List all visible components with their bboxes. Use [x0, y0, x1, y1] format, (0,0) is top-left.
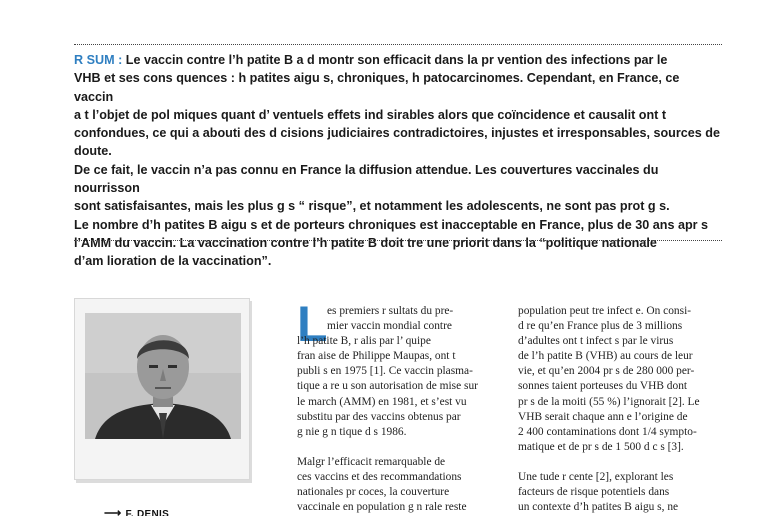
text-line: publi s en 1975 [1]. Ce vaccin plasma-: [297, 365, 473, 378]
text-line: facteurs de risque potentiels dans: [518, 486, 670, 499]
text-line: matique et de pr s de 1 500 d c s [3].: [518, 440, 684, 453]
text-line: Malgr l’efficacit remarquable de: [297, 455, 446, 468]
text-line: l’h patite B, r alis par l’ quipe: [297, 335, 431, 348]
author-portrait-image: [85, 313, 241, 439]
text-line: de l’h patite B (VHB) au cours de leur: [518, 350, 693, 363]
paragraph: [518, 304, 722, 455]
text-line: d re qu’en France plus de 3 millions: [518, 320, 683, 333]
text-line: vaccinale en population g n rale reste: [297, 501, 467, 514]
abstract-line: doute.: [74, 144, 112, 159]
text-line: mier vaccin mondial contre: [327, 320, 452, 333]
text-line: Une tude r cente [2], explorant les: [518, 470, 674, 483]
text-line: es premiers r sultats du pre-: [327, 305, 454, 317]
text-line: fran aise de Philippe Maupas, ont t: [297, 350, 456, 363]
abstract-top-rule: [74, 44, 722, 45]
author-photo-frame: [74, 298, 250, 480]
abstract-keyword: R SUM :: [74, 53, 123, 67]
abstract-line: confondues, ce qui a abouti des d cisions judiciaires contradictoires, injustes et irresponsables, sources de: [74, 126, 720, 141]
abstract-bottom-rule: [74, 240, 722, 241]
abstract-line: a t l’objet de pol miques quant d’ ventuels effets ind sirables alors que coïncidence et causalit ont t: [74, 107, 667, 122]
paragraph: [297, 296, 501, 440]
text-line: g nie g n tique d s 1986.: [297, 425, 407, 438]
text-line: pr s de la moiti (55 %) l’ignorait [2]. Le: [518, 395, 700, 408]
abstract-line: De ce fait, le vaccin n’a pas connu en France la diffusion attendue. Les couvertures vaccinales du nourrisson: [74, 162, 659, 196]
paragraph: [297, 455, 501, 515]
text-line: ces vaccins et des recommandations: [297, 470, 462, 483]
abstract-line: Le nombre d’h patites B aigu s et de porteurs chroniques est inacceptable en France, plus de 30 ans apr s: [74, 217, 709, 232]
text-line: 2 400 contaminations dont 1/4 sympto-: [518, 425, 697, 438]
text-line: d’adultes ont t infect s par le virus: [518, 335, 674, 348]
abstract-line: sont satisfaisantes, mais les plus g s “ risque”, et notamment les adolescents, ne sont pas prot g s.: [74, 199, 670, 214]
abstract-line: R SUM : Le vaccin contre l’h patite B a d montr son efficacit dans la pr vention des infections par le: [74, 53, 668, 67]
text-line: le march (AMM) en 1981, et s’est vu: [297, 395, 467, 408]
abstract-line: d’am lioration de la vaccination”.: [74, 254, 272, 269]
abstract-line: l’AMM du vaccin. La vaccination contre l’h patite B doit tre une priorit dans la “politique nationale: [74, 235, 657, 250]
text-line: population peut tre infect e. On consi-: [518, 305, 692, 317]
text-line: tique a re u son autorisation de mise sur: [297, 380, 478, 393]
article-column-1: [297, 296, 501, 515]
author-caption: [104, 506, 169, 516]
abstract-line: VHB et ses cons quences : h patites aigu s, chroniques, h patocarcinomes. Cependant, en France, ce vaccin: [74, 71, 680, 104]
text-line: un contexte d’h patites B aigu s, ne: [518, 501, 679, 514]
author-photo: [85, 313, 241, 439]
text-line: substitu par des vaccins obtenus par: [297, 410, 461, 423]
text-line: vie, et qu’en 2004 pr s de 280 000 per-: [518, 365, 695, 378]
paragraph: [518, 470, 722, 515]
author-name: F. DENIS: [125, 509, 170, 516]
text-line: nationales pr coces, la couverture: [297, 486, 450, 499]
text-line: VHB serait chaque ann e l’origine de: [518, 410, 688, 423]
abstract-block: [74, 51, 722, 271]
arrow-right-icon: ⟶: [104, 506, 122, 516]
drop-cap: L: [297, 296, 328, 352]
text-line: sonnes taient porteuses du VHB dont: [518, 380, 688, 393]
article-column-2: [518, 304, 722, 515]
